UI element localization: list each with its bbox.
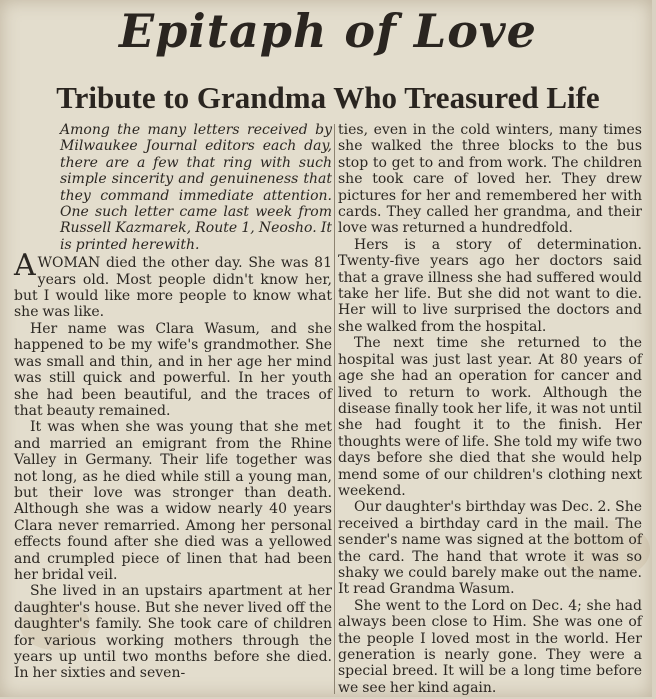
drop-cap: A (14, 248, 36, 284)
subheadline: Tribute to Grandma Who Treasured Life (56, 80, 600, 115)
headline: Epitaph of Love (119, 4, 537, 58)
column-left (14, 122, 332, 682)
column-right (338, 122, 642, 696)
body-paragraph: She went to the Lord on Dec. 4; she had always been close to Him. She was one of the people I loved most in the world. Her generation is nearly gone. They were a special breed. It will be a long time before we see her kind again. (338, 597, 642, 696)
intro-paragraph: Among the many letters received by Milwaukee Journal editors each day, there are a few that ring with such simple sincerity and genuineness that they command immediate attention. One such letter came last week from Russell Kazmarek, Route 1, Neosho. It is printed herewith. (60, 122, 332, 253)
body-paragraph: Her name was Clara Wasum, and she happened to be my wife's grandmother. She was small and thin, and in her age her mind was still quick and powerful. In her youth she had been beautiful, and the traces of that beauty remained. (14, 320, 332, 419)
body-paragraph: Our daughter's birthday was Dec. 2. She received a birthday card in the mail. The sender's name was signed at the bottom of the card. The hand that wrote it was so shaky we could barely make out the name. It read Grandma Wasum. (338, 499, 642, 598)
body-paragraph: The next time she returned to the hospital was just last year. At 80 years of age she had an operation for cancer and lived to return to work. Although the disease finally took her life, it was not until she had fought it to the finish. Her thoughts were of life. She told my wife two days before she died that she would help mend some of our children's clothing next weekend. (338, 335, 642, 499)
lead-text: WOMAN died the other day. She was 81 years old. Most people didn't know her, but I would like more people to know what she was like. (14, 255, 332, 321)
body-paragraph: She lived in an upstairs apartment at her daughter's house. But she never lived off the daughter's family. She took care of children for various working mothers through the years up until two months before she died. In her sixties and seven- (14, 583, 332, 682)
column-divider (334, 124, 335, 694)
lead-paragraph (14, 248, 332, 321)
continuation-paragraph: ties, even in the cold winters, many times she walked the three blocks to the bus stop to get to and from work. The children she took care of loved her. They drew pictures for her and remembered her with cards. They called her grandma, and their love was returned a hundredfold. (338, 122, 642, 237)
body-paragraph: It was when she was young that she met and married an emigrant from the Rhine Valley in Germany. Their life together was not long, as he died while still a young man, but their love was stronger than death. Although she was a widow nearly 40 years Clara never remarried. Among her personal effects found after she died was a yellowed and crumpled piece of linen that had been her bridal veil. (14, 419, 332, 583)
body-paragraph: Hers is a story of determination. Twenty-five years ago her doctors said that a grave illness she had suffered would take her life. But she did not want to die. Her will to live surprised the doctors and she walked from the hospital. (338, 236, 642, 335)
